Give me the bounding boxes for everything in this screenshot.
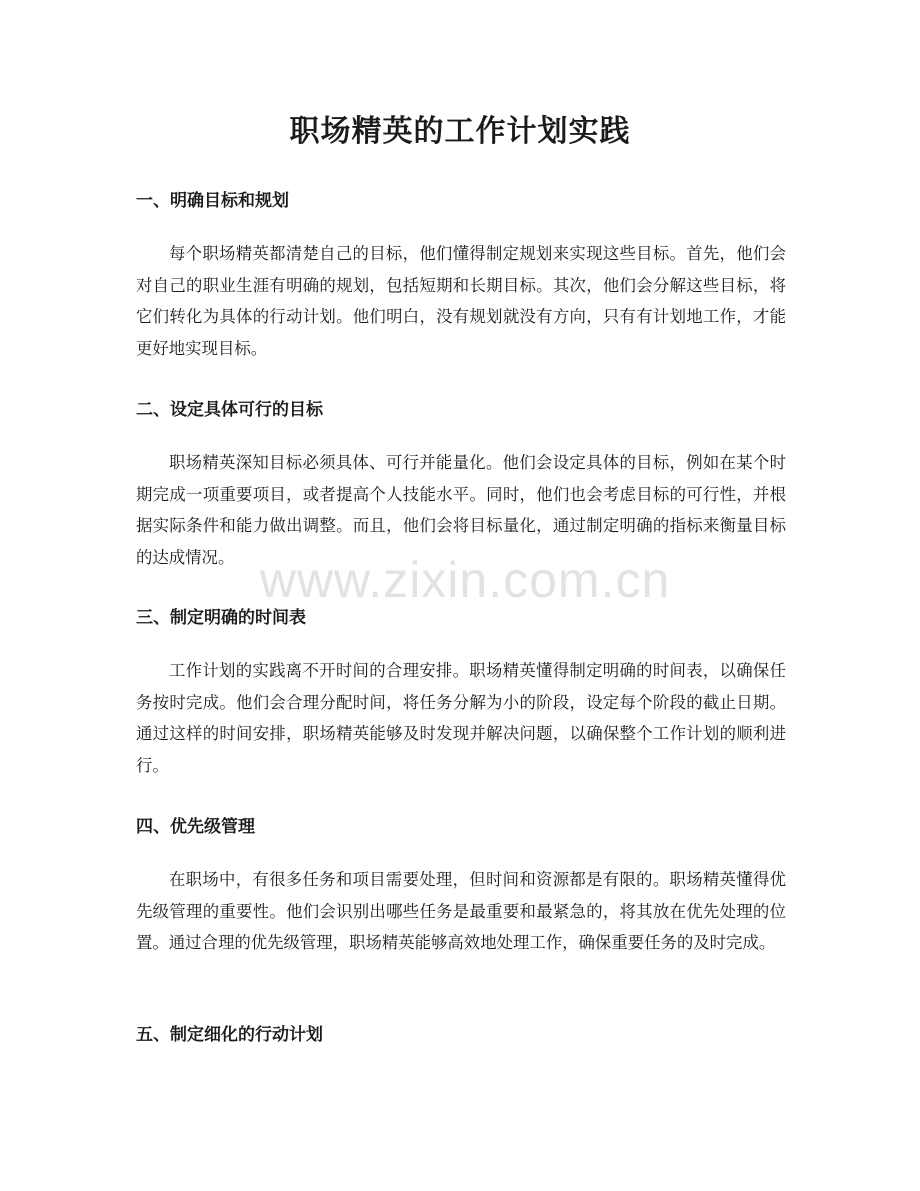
section-3-paragraph: 工作计划的实践离不开时间的合理安排。职场精英懂得制定明确的时间表，以确保任务按时完成。他们会合理分配时间，将任务分解为小的阶段，设定每个阶段的截止日期。通过这样的时间安排，职场精英能够及时发现并解决问题，以确保整个工作计划的顺利进行。 <box>136 661 786 775</box>
section-2-paragraph: 职场精英深知目标必须具体、可行并能量化。他们会设定具体的目标，例如在某个时期完成一项重要项目，或者提高个人技能水平。同时，他们也会考虑目标的可行性，并根据实际条件和能力做出调整。而且，他们会将目标量化，通过制定明确的指标来衡量目标的达成情况。 <box>136 453 786 567</box>
section-2-heading: 二、设定具体可行的目标 <box>136 400 323 420</box>
section-3-heading: 三、制定明确的时间表 <box>136 608 306 628</box>
section-5-heading: 五、制定细化的行动计划 <box>136 1025 323 1045</box>
watermark: www.zixin.com.cn <box>259 552 671 608</box>
section-1-paragraph: 每个职场精英都清楚自己的目标，他们懂得制定规划来实现这些目标。首先，他们会对自己的职业生涯有明确的规划，包括短期和长期目标。其次，他们会分解这些目标，将它们转化为具体的行动计划。他们明白，没有规划就没有方向，只有有计划地工作，才能更好地实现目标。 <box>136 244 786 358</box>
section-4-paragraph: 在职场中，有很多任务和项目需要处理，但时间和资源都是有限的。职场精英懂得优先级管理的重要性。他们会识别出哪些任务是最重要和最紧急的，将其放在优先处理的位置。通过合理的优先级管理，职场精英能够高效地处理工作，确保重要任务的及时完成。 <box>136 870 786 953</box>
document-title: 职场精英的工作计划实践 <box>289 114 631 149</box>
section-4-heading: 四、优先级管理 <box>136 817 255 837</box>
section-1-heading: 一、明确目标和规划 <box>136 191 289 211</box>
